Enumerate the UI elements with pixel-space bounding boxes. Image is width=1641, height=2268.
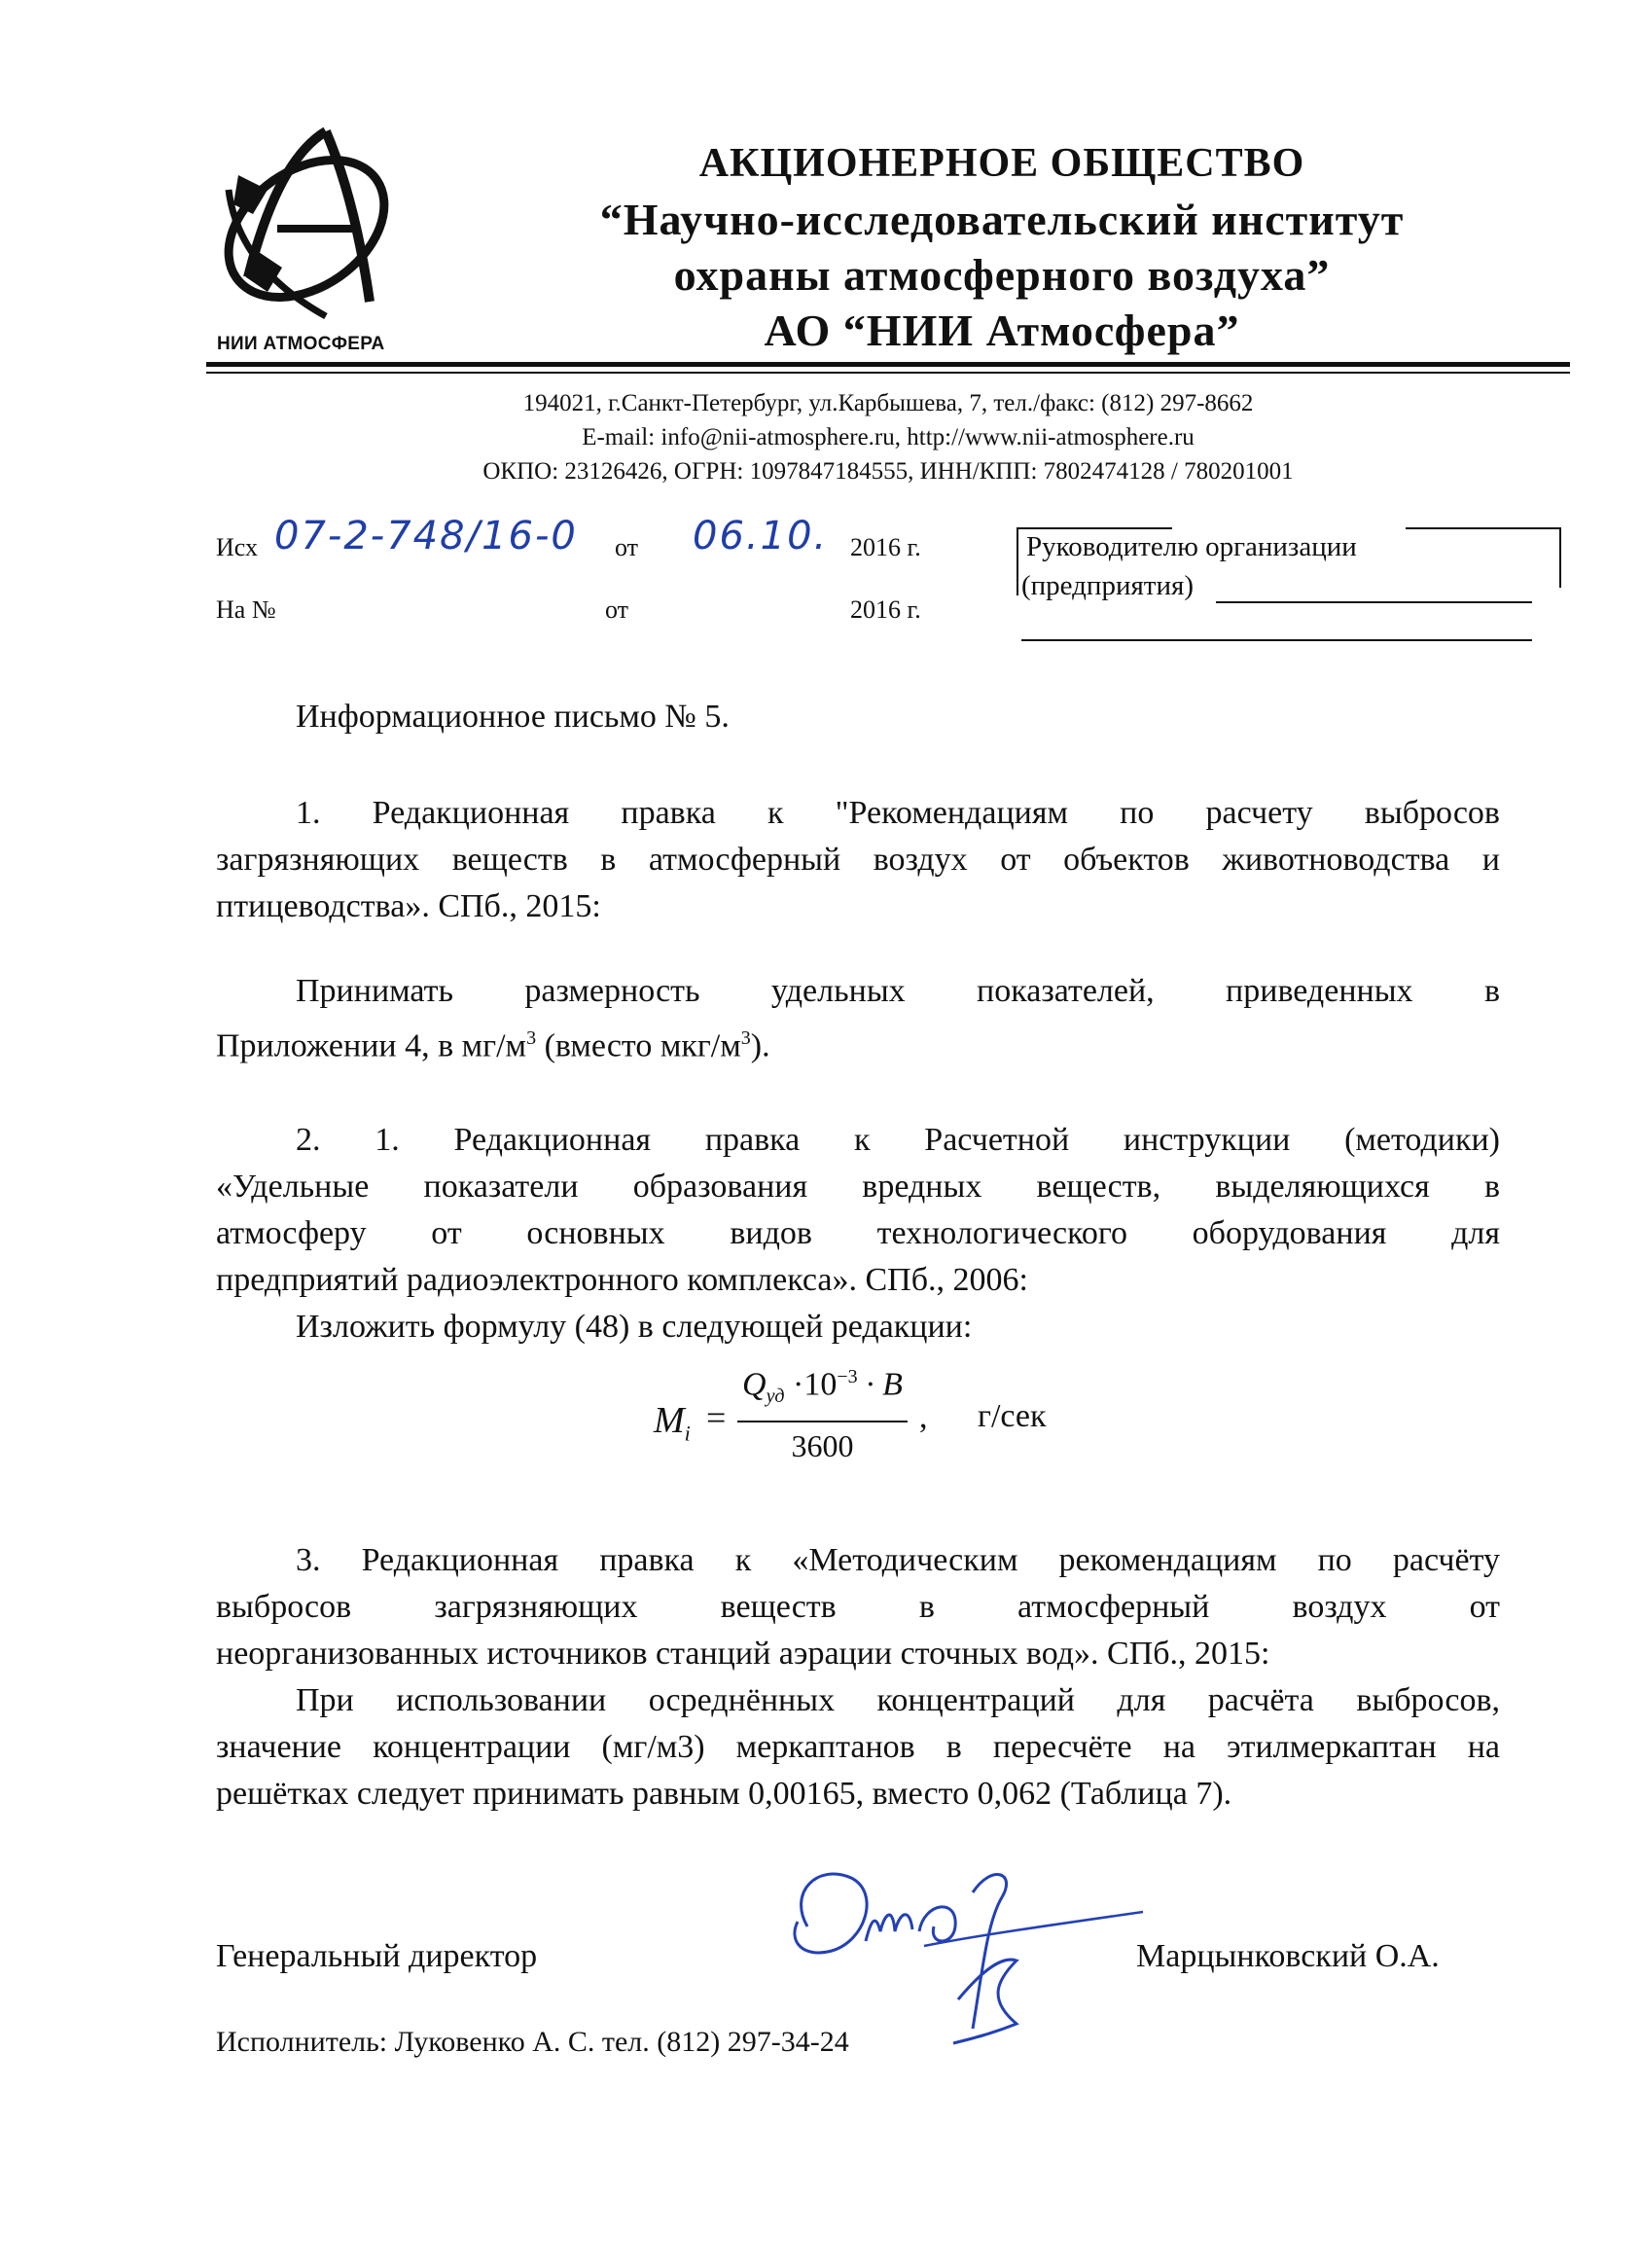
signatory-position: Генеральный директор — [216, 1938, 538, 1974]
formula-lhs: $M_i$ — [654, 1400, 691, 1446]
addressee-underline-1 — [1216, 601, 1532, 603]
item-1-line-2: загрязняющих веществ в атмосферный воздух от объектов животноводства и — [216, 842, 1500, 878]
item-3-body — [216, 1677, 1500, 1818]
formula-equals: = — [706, 1398, 727, 1437]
outgoing-date: 06.10. — [693, 514, 829, 558]
executor-line: Исполнитель: Луковенко А. С. тел. (812) 297-34-24 — [216, 2026, 849, 2058]
addressee-line-2: (предприятия) — [1021, 570, 1194, 601]
addressee-bracket-left — [1017, 527, 1018, 595]
outgoing-year: 2016 г. — [850, 533, 921, 561]
item-1-body-line-1: Принимать размерность удельных показателей, приведенных в — [296, 973, 1500, 1009]
company-logo — [209, 122, 409, 360]
org-name-line-2: “Научно-исследовательский институт — [599, 195, 1405, 244]
addressee-line-1: Руководителю организации — [1026, 531, 1357, 562]
contact-address: 194021, г.Санкт-Петербург, ул.Карбышева, 7, тел./факс: (812) 297-8662 — [522, 390, 1254, 416]
item-3-body-line-2: значение концентрации (мг/м3) меркаптанов в пересчёте на этилмеркаптан на — [216, 1729, 1500, 1765]
formula-fraction-bar — [737, 1421, 908, 1422]
item-2-body: Изложить формулу (48) в следующей редакции: — [296, 1309, 973, 1345]
item-3-line-3: неорганизованных источников станций аэрации сточных вод». СПб., 2015: — [216, 1636, 1270, 1672]
incoming-year: 2016 г. — [850, 595, 921, 624]
addressee-bracket-top-left — [1017, 527, 1172, 529]
formula-unit: г/сек — [978, 1398, 1047, 1434]
incoming-from-label: от — [605, 595, 629, 624]
item-2-line-4: предприятий радиоэлектронного комплекса». СПб., 2006: — [216, 1262, 1028, 1298]
addressee-bracket-right — [1559, 527, 1561, 588]
letter-title: Информационное письмо № 5. — [296, 699, 730, 735]
item-3-body-line-1: При использовании осреднённых концентраций для расчёта выбросов, — [296, 1682, 1500, 1718]
contact-web: E-mail: info@nii-atmosphere.ru, http://www.nii-atmosphere.ru — [582, 424, 1195, 450]
item-2-line-2: «Удельные показатели образования вредных веществ, выделяющихся в — [216, 1169, 1500, 1205]
outgoing-number: 07-2-748/16-0 — [274, 514, 578, 558]
item-2-line-1: 2. 1. Редакционная правка к Расчетной инструкции (методики) — [296, 1122, 1500, 1158]
contact-block — [206, 386, 1570, 488]
item-3-line-1: 3. Редакционная правка к «Методическим рекомендациям по расчёту — [296, 1542, 1500, 1578]
formula-numerator: $Q_{уд} \cdot 10^{-3} \cdot B$ — [742, 1366, 903, 1408]
org-name-line-4: АО “НИИ Атмосфера” — [764, 306, 1240, 355]
header-divider-thin — [206, 372, 1570, 374]
header-divider-thick — [206, 362, 1570, 367]
organization-header — [457, 136, 1547, 358]
item-3-heading — [216, 1537, 1500, 1677]
signatory-name: Марцынковский О.А. — [1136, 1938, 1440, 1974]
item-3-body-line-3: решётках следует принимать равным 0,00165, вместо 0,062 (Таблица 7). — [216, 1776, 1232, 1812]
logo-caption: НИИ АТМОСФЕРА — [217, 334, 385, 354]
outgoing-label: Исх — [216, 533, 258, 561]
formula-comma: , — [919, 1399, 928, 1435]
item-1-line-3: птицеводства». СПб., 2015: — [216, 888, 601, 924]
org-name-line-1: АКЦИОНЕРНОЕ ОБЩЕСТВО — [698, 141, 1305, 186]
addressee-bracket-top-right — [1406, 527, 1561, 529]
item-1-line-1: 1. Редакционная правка к "Рекомендациям по расчету выбросов — [296, 795, 1500, 831]
item-1-body — [216, 968, 1500, 1069]
item-1-heading — [216, 790, 1500, 930]
item-2-heading — [216, 1117, 1500, 1350]
incoming-label: На № — [216, 595, 276, 624]
item-1-body-line-2: Приложении 4, в $мг/м^3$ (вместо мкг/$м^3$). — [216, 1027, 770, 1064]
atmosphere-logo-mark — [209, 122, 409, 331]
outgoing-from-label: от — [615, 533, 639, 561]
item-2-line-3: атмосферу от основных видов технологического оборудования для — [216, 1215, 1500, 1251]
contact-codes: ОКПО: 23126426, ОГРН: 1097847184555, ИНН/КПП: 7802474128 / 780201001 — [482, 458, 1294, 485]
formula-denominator: 3600 — [791, 1428, 854, 1463]
addressee-underline-2 — [1021, 639, 1532, 641]
org-name-line-3: охраны атмосферного воздуха” — [673, 250, 1331, 300]
item-3-line-2: выбросов загрязняющих веществ в атмосферный воздух от — [216, 1589, 1500, 1625]
